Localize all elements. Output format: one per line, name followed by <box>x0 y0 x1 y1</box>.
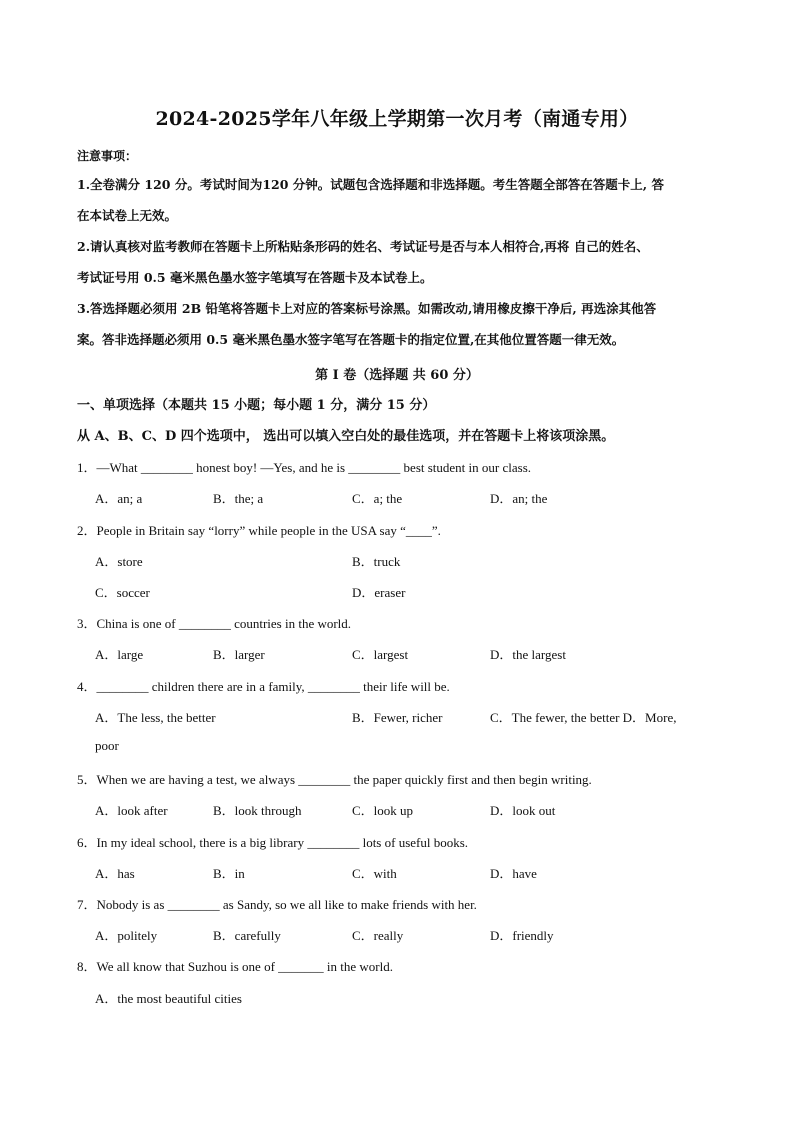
option-b: B．the; a <box>213 491 264 506</box>
option-b: B．in <box>213 866 245 881</box>
option-a: A．politely <box>95 928 158 943</box>
option-a: A．store <box>95 554 143 569</box>
option-c: C．a; the <box>352 491 403 506</box>
notice-line: 案。答非选择题必须用 0.5 毫米黑色墨水签字笔写在答题卡的指定位置,在其他位置答题一律无效。 <box>77 332 625 347</box>
option-a: A．an; a <box>95 491 143 506</box>
notice-block <box>77 169 717 355</box>
option-c: C．really <box>352 928 404 943</box>
option-d: D．have <box>490 866 537 881</box>
option-d: D．eraser <box>352 585 406 600</box>
part-title: 一、单项选择（本题共 15 小题；每小题 1 分，满分 15 分） <box>77 398 436 413</box>
notice-heading: 注意事项： <box>77 149 138 163</box>
notice-line: 3.答选择题必须用 2B 铅笔将答题卡上对应的答案标号涂黑。如需改动,请用橡皮擦干净后, 再选涂其他答 <box>77 301 657 316</box>
option-c: C．with <box>352 866 397 881</box>
question-stem: 7．Nobody is as ________ as Sandy, so we all like to make friends with her. <box>77 897 477 912</box>
option-a: A．has <box>95 866 135 881</box>
question-stem: 5．When we are having a test, we always ________ the paper quickly first and then begin writing. <box>77 772 592 787</box>
option-c: C．soccer <box>95 585 150 600</box>
question-stem: 2．People in Britain say “lorry” while people in the USA say “____”. <box>77 523 441 538</box>
option-c: C．largest <box>352 647 409 662</box>
notice-line: 1.全卷满分 120 分。考试时间为120 分钟。试题包含选择题和非选择题。考生答题全部答在答题卡上, 答 <box>77 177 664 192</box>
option-b: B．look through <box>213 803 302 818</box>
option-c-d: C．The fewer, the better D．More, <box>490 710 677 725</box>
question-stem: 3．China is one of ________ countries in the world. <box>77 616 352 631</box>
option-d-continued: poor <box>95 738 119 753</box>
option-a: A．large <box>95 647 144 662</box>
option-d: D．look out <box>490 803 556 818</box>
notice-line: 在本试卷上无效。 <box>77 208 178 223</box>
option-b: B．truck <box>352 554 401 569</box>
option-b: B．carefully <box>213 928 281 943</box>
section-title: 第 I 卷（选择题 共 60 分） <box>315 368 479 383</box>
option-a: A．The less, the better <box>95 710 216 725</box>
notice-line: 2.请认真核对监考教师在答题卡上所粘贴条形码的姓名、考试证号是否与本人相符合,再将 自己的姓名、 <box>77 239 649 254</box>
option-d: D．friendly <box>490 928 554 943</box>
option-d: D．an; the <box>490 491 548 506</box>
option-a: A．the most beautiful cities <box>95 991 242 1006</box>
instruction: 从 A、B、C、D 四个选项中， 选出可以填入空白处的最佳选项，并在答题卡上将该项涂黑。 <box>77 429 615 444</box>
question-stem: 1．—What ________ honest boy! —Yes, and he is ________ best student in our class. <box>77 460 532 475</box>
notice-line: 考试证号用 0.5 毫米黑色墨水签字笔填写在答题卡及本试卷上。 <box>77 270 433 285</box>
option-a: A．look after <box>95 803 168 818</box>
option-b: B．Fewer, richer <box>352 710 443 725</box>
page-title: 2024-2025学年八年级上学期第一次月考（南通专用） <box>155 108 639 130</box>
option-b: B．larger <box>213 647 265 662</box>
question-stem: 8．We all know that Suzhou is one of _______ in the world. <box>77 959 393 974</box>
question-stem: 6．In my ideal school, there is a big library ________ lots of useful books. <box>77 835 469 850</box>
question-stem: 4．________ children there are in a family, ________ their life will be. <box>77 679 450 694</box>
option-d: D．the largest <box>490 647 566 662</box>
option-c: C．look up <box>352 803 414 818</box>
